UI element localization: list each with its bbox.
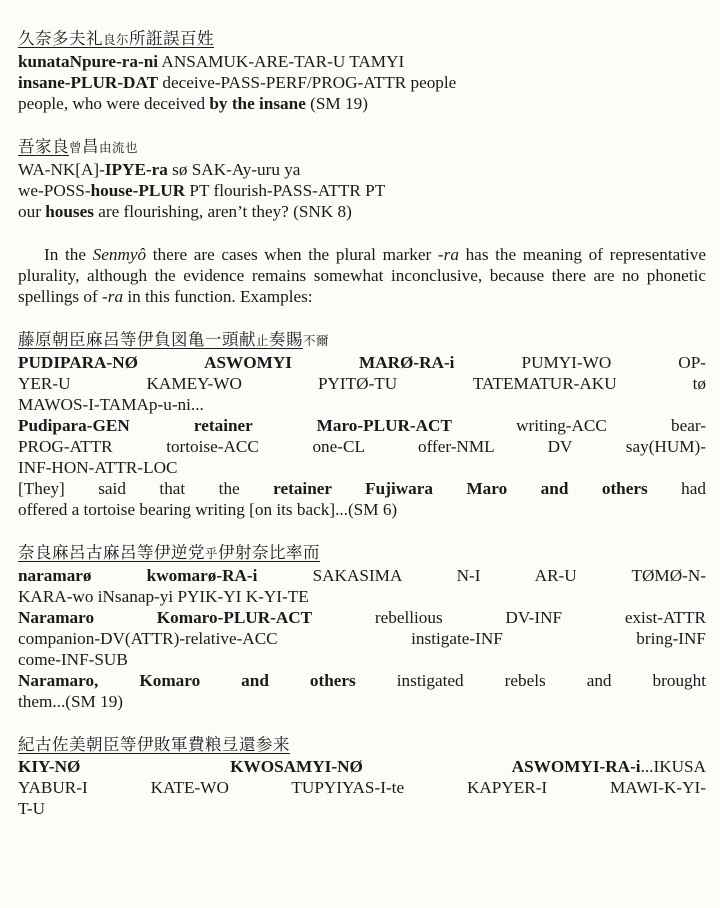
gloss-line-3: INF-HON-ATTR-LOC <box>18 458 178 477</box>
body-paragraph: In the Senmyô there are cases when the plural marker -ra has the meaning of representative plurality, although the evidence remains somewhat inconclusive, because there are no phonetic spellings of -ra in this function. Examples: <box>18 245 707 306</box>
gloss: insane-PLUR-DAT deceive-PASS-PERF/PROG-ATTR people <box>18 73 457 92</box>
example-3 <box>18 329 706 520</box>
translation-line-1: Naramaro, Komaro and others instigated rebels and brought <box>18 671 706 690</box>
gloss-line-1: Naramaro Komaro-PLUR-ACT rebellious DV-INF exist-ATTR <box>18 608 706 627</box>
gloss-line-3: come-INF-SUB <box>18 650 128 669</box>
japanese-text: 吾家良曾昌由流也 <box>18 137 139 156</box>
romanization-line-1: KIY-NØ KWOSAMYI-NØ ASWOMYI-RA-i...IKUSA <box>18 757 706 776</box>
translation: people, who were deceived by the insane (SM 19) <box>18 94 368 113</box>
romanization-line-3: MAWOS-I-TAMAp-u-ni... <box>18 395 204 414</box>
gloss-line-2: PROG-ATTR tortoise-ACC one-CL offer-NML DV say(HUM)- <box>18 437 706 456</box>
japanese-text: 藤原朝臣麻呂等伊負図亀一頭献止奏賜不爾 <box>18 330 330 349</box>
example-2 <box>18 136 706 222</box>
romanization-line-2: YER-U KAMEY-WO PYITØ-TU TATEMATUR-AKU tø <box>18 374 706 393</box>
translation-line-1: [They] said that the retainer Fujiwara Maro and others had <box>18 479 706 498</box>
romanization: kunataNpure-ra-ni ANSAMUK-ARE-TAR-U TAMYI <box>18 52 405 71</box>
example-4 <box>18 542 706 712</box>
japanese-text: 奈良麻呂古麻呂等伊逆党乎伊射奈比率而 <box>18 543 321 562</box>
gloss-line-2: companion-DV(ATTR)-relative-ACC instigate-INF bring-INF <box>18 629 706 648</box>
example-1 <box>18 28 706 114</box>
translation: our houses are flourishing, aren’t they? (SNK 8) <box>18 202 352 221</box>
gloss: we-POSS-house-PLUR PT flourish-PASS-ATTR PT <box>18 181 386 200</box>
romanization-line-2: KARA-wo iNsanap-yi PYIK-YI K-YI-TE <box>18 587 309 606</box>
romanization-line-1: PUDIPARA-NØ ASWOMYI MARØ-RA-i PUMYI-WO OP- <box>18 353 706 372</box>
romanization-line-1: naramarø kwomarø-RA-i SAKASIMA N-I AR-U TØMØ-N- <box>18 566 706 585</box>
example-5 <box>18 734 706 819</box>
japanese-text: 紀古佐美朝臣等伊敗軍費粮弖還参来 <box>18 735 290 754</box>
romanization-line-3: T-U <box>18 799 46 818</box>
translation-line-2: them...(SM 19) <box>18 692 124 711</box>
translation-line-2: offered a tortoise bearing writing [on its back]...(SM 6) <box>18 500 398 519</box>
romanization-line-2: YABUR-I KATE-WO TUPYIYAS-I-te KAPYER-I MAWI-K-YI- <box>18 778 706 797</box>
gloss-line-1: Pudipara-GEN retainer Maro-PLUR-ACT writing-ACC bear- <box>18 416 707 435</box>
japanese-text: 久奈多夫礼良尓所誑誤百姓 <box>18 29 215 48</box>
romanization: WA-NK[A]-IPYE-ra sø SAK-Ay-uru ya <box>18 160 301 179</box>
